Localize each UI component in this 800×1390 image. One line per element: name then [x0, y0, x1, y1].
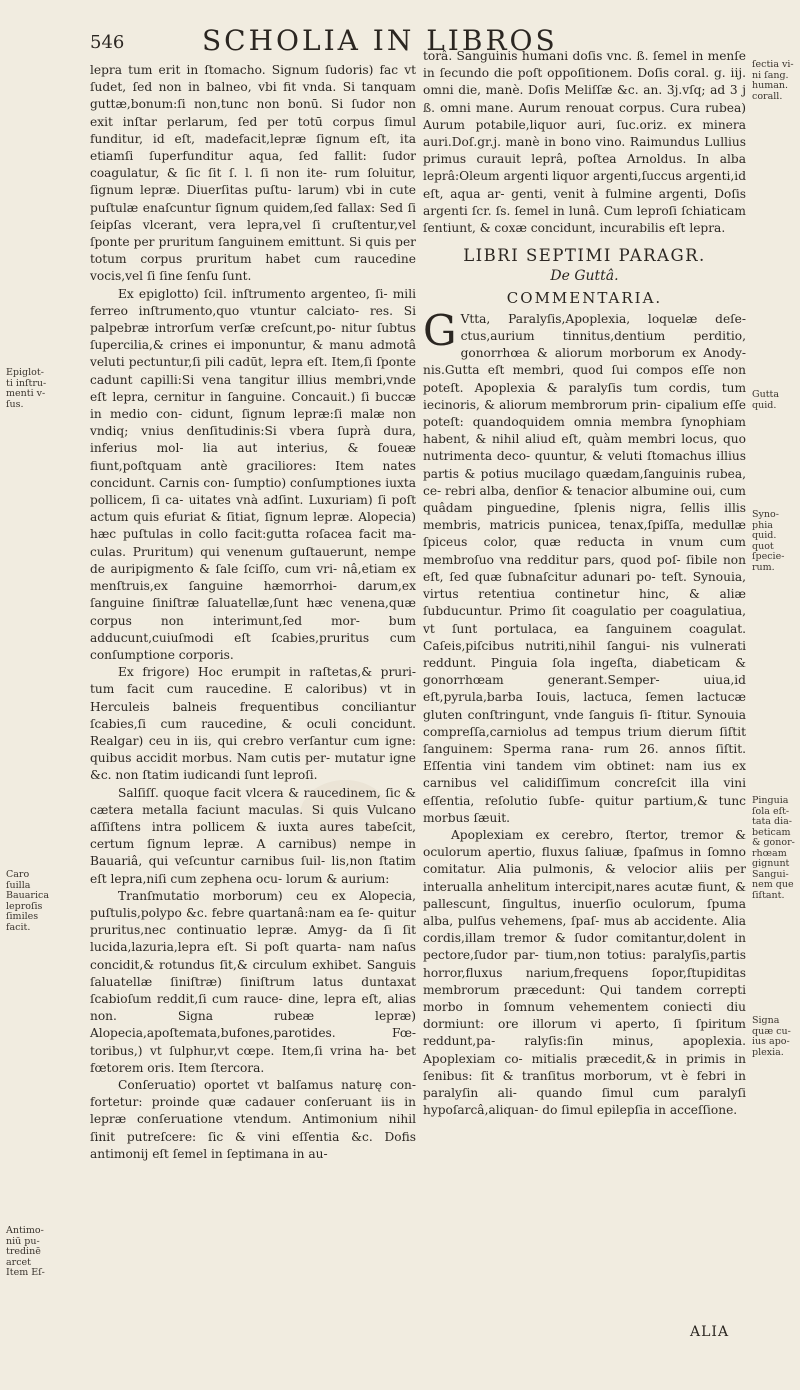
- margin-note-right: Gutta quid.: [752, 389, 780, 411]
- left-paragraph: Salſiſſ. quoque facit vlcera & raucedinem, ſic & cætera metalla faciunt maculas. Si quis Vulcano aſſiſtens intra pollicem & iuxta aures tabeſcit, certum ſignum lepræ. A carnibus) nempe in Bauariâ, qui veſcuntur carnibus ſuil- lis,non ſtatim eſt lepra,niſi cum zephena ocu- lorum & aurium:: [90, 785, 416, 886]
- left-paragraph: Ex frigore) Hoc erumpit in raſtetas,& pruri- tum facit cum raucedine. E caloribus) vt in Herculeis balneis frequentibus conciliantur ſcabies,ſi cum raucedine, & oculi concidunt. Realgar) ceu in iis, qui crebro verſantur cum igne: quibus accidit morbus. Nam cutis per- mutatur igne &c. non ſtatim iudicandi ſunt leproſi.: [90, 665, 416, 783]
- left-paragraph: Tranſmutatio morborum) ceu ex Alopecia, puſtulis,polypo &c. febre quartanâ:nam ea ſe- quitur pruritus,nec continuatio lepræ. Amyg- da ſi ſit lucida,lazuria,lepra eſt. Si poſt quarta- nam naſus concidit,& rotundus ſit,& circulum exhibet. Sanguis ſaluatellæ ſiniſtræ) ſiniſtrum latus duntaxat ſcabioſum reddit,ſi cum rauce- dine, lepra eſt, alias non. Signa rubeæ lepræ) Alopecia,apoſtemata,bufones,parotides. Fœ- toribus,) vt ſulphur,vt cœpe. Item,ſi vrina ha- bet fœtorem oris. Item ſtercora.: [90, 888, 416, 1075]
- right-paragraph-text: Vtta, Paralyſis,Apoplexia, loquelæ deſe- ctus,aurium tinnitus,dentium perditio, gonorrhœa & aliorum morborum ex Anody- nis.Gutta eſt membri, quod ſui compos eſſe non poteſt. Apoplexia & paralyſis tum cordis, tum iecinoris, & aliorum membrorum prin- cipalium eſſe poteſt: quandoquidem omnia membra ſynophiam habent, & nihil aliud eſt, quàm membri locus, quo nutrimenta deco- quuntur, & veluti ſtomachus illius partis & potius mucilago quædam,ſanguinis rubea, ce- rebri alba, denſior & tenacior albumine oui, cum quâdam pinguedine, ſplenis nigra, ſellis illis membris, matricis punicea, tenax,ſpiſſa, medullæ ſpiceus color, quæ reducta in vnum cum membroſuo vna redditur pars, quod poſ- ſibile non eſt, ſed quæ ſubnaſcitur adunari po- teſt. Synouia, virtus retentiua continetur hinc, & aliæ ſubducuntur. Primo ſit coagulatio per coagulatiua, vt ſunt portulaca, ea ſanguinem coagulat. Caſeis,piſcibus nutriti,nihil ſangui- nis vulnerati reddunt. Pinguia ſola ingeſta, diabeticam & gonorrhœam generant.Semper- uiua,id eſt,pyrula,barba Iouis, lactuca, ſemen lactucæ gluten conſtringunt, vnde ſanguis ſi- ſtitur. Synouia compreſſa,carniolus ad tempus trium dierum ſiſtit ſanguinem: Sperma rana- rum 26. annos ſiſtit. Eſſentia vini tandem vim obtinet: nam ius ex carnibus vel calidiſſimum concreſcit illa vini eſſentia, reſolutio ſubſe- quitur partium,& tunc morbus ſæuit.: [423, 311, 746, 825]
- margin-note-left: Caro ſuilla Bauarica leproſis ſimiles facit.: [6, 869, 49, 933]
- margin-note-right: Signa quæ cu- ius apo- plexia.: [752, 1015, 791, 1058]
- section-heading: COMMENTARIA.: [506, 288, 663, 307]
- margin-note-right: Syno- phia quid. quot ſpecie- rum.: [752, 509, 785, 573]
- margin-note-left: Epiglot- ti inſtru- menti v- ſus.: [6, 367, 47, 410]
- running-head: SCHOLIA IN LIBROS: [202, 24, 558, 57]
- margin-note-right: Pinguia ſola eſt- tata dia- beticam & gonor- rhœam gignunt Sangui- nem que ſiſtant.: [752, 795, 795, 901]
- section-title: LIBRI SEPTIMI PARAGR.: [463, 246, 706, 266]
- right-paragraph: [423, 305, 746, 827]
- left-column: [90, 62, 416, 1163]
- drop-cap: G: [423, 305, 457, 355]
- left-paragraph: Conſeruatio) oportet vt balſamus naturę con- fortetur: proinde quæ cadauer conſeruant iis in lepræ conſeruatione vtendum. Antimonium nihil ſinit putreſcere: ſic & vini eſſentia &c. Dofis antimonij eſt ſemel in ſeptimana in au-: [90, 1077, 416, 1161]
- page-number: 546: [90, 32, 125, 53]
- left-paragraph: lepra tum erit in ſtomacho. Signum ſudoris) fac vt ſudet, ſed non in balneo, vbi fit vnda. Si tanquam guttæ,bonum:ſi non,tunc non bonū. Si ſudor non exit inſtar perlarum, ſed per totū corpus ſimul funditur, id eſt, madefacit,lepræ ſignum eſt, ita etiamſi ſuperfunditur aqua, ſed fallit: ſudor coagulatur, & ſic ſit ſ. l. ſi non ite- rum ſoluitur, ſignum lepræ. Diuerſitas puſtu- larum) vbi in cute puſtulæ enaſcuntur ſignum quidem,ſed fallax: Sed ſi ſeipſas vlcerant, vera lepra,vel ſi cruſtentur,vel ſponte per pruritum ſanguinem emittunt. Si quis per totum corpus pruritum habet cum raucedine vocis,vel ſi ſine ſenſu ſunt.: [90, 63, 416, 284]
- right-paragraph: Apoplexiam ex cerebro, ſtertor, tremor & oculorum apertio, fluxus ſaliuæ, ſpaſmus in ſomno comitatur. Alia pulmonis, & velocior aliis per interualla anhelitum intercipit,nares acutæ fiunt, & pallescunt, ſingultus, inuerſio oculorum, ſpuma alba, pulſus vehemens, ſpaſ- mus ab accidente. Alia cordis,illam tremor & ſudor comitantur,dolent in pectore,ſudor par- tium,non totius: paralyſis,partis horror,fluxus narium,frequens ſopor,ſtupiditas membrorum præcedunt: Qui tandem correpti morbo in ſomnum vehementem coniecti diu dormiunt: ore illorum vi aperto, ſi ſpiritum reddunt,pa- ralyſis:ſin minus, apoplexia. Apoplexiam co- mitialis præcedit,& in primis in ſenibus: ſit & tranſitus morborum, vt è febri in paralyſin ali- quando ſimul cum paralyſi hypoſarcâ,aliquan- do ſimul epilepſia in acceſſione.: [423, 827, 746, 1118]
- left-paragraph: Ex epiglotto) ſcil. inſtrumento argenteo, ſi- mili ferreo inſtrumento,quo vtuntur calciato- res. Si palpebræ introrſum verſæ creſcunt,po- nitur ſubtus ſupercilia,& crines ei imponuntur, & manu admotâ veluti pectuntur,ſi pili cadūt, lepra eſt. Item,ſi ſponte cadunt capilli:Si vena tangitur illius membri,vnde eſt lepra, cernitur in ſanguine. Concauit.) ſi buccæ in medio con- cidunt, ſignum lepræ:ſi malæ non vndiq; vnius denſitudinis:Si vbera ſuprà dura, inferius mol- lia aut interius, & foueæ fiunt,poſtquam antè graciliores: Item nates concidunt. Carnis con- ſumptio) conſumptiones iuxta pollicem, ſi ca- uitates vnà adſint. Luxuriam) ſi poſt actum quis efuriat & ſitiat, ſignum lepræ. Alopecia) hæc puſtulas in collo facit:gutta roſacea facit ma- culas. Pruritum) qui venenum guſtauerunt, nempe de auripigmento & ſale ſciſſo, cum vri- nâ,etiam ex menſtruis,ex ſanguine hæmorrhoi- darum,ex ſanguine ſiniſtræ ſaluatellæ,ſunt hæc venena,quæ corpus non interimunt,ſed mor- bum adducunt,cuiuſmodi eſt ſcabies,pruritus cum conſumptione corporis.: [90, 286, 416, 662]
- section-title-block: [423, 247, 746, 307]
- margin-note-left: Antimo- niū pu- tredinē arcet Item Eſ-: [6, 1225, 45, 1278]
- right-paragraph: torâ. Sanguinis humani doſis vnc. ß. ſemel in menſe in ſecundo die poſt oppoſitionem. Doſis coral. g. iij. omni die, manè. Doſis Meliſſæ &c. an. 3j.vſq; ad 3 j ß. omni mane. Aurum renouat corpus. Cura rubea) Aurum potabile,liquor auri, ſuc.oriz. ex minera auri.Doſ.gr.j. manè in bono vino. Raimundus Lullius primus curauit leprâ, poſtea Arnoldus. In alba leprâ:Oleum argenti liquor argenti,ſuccus argenti,id eſt, aqua ar- genti, venit à fulmine argenti, Doſis argenti ſcr. ſs. ſemel in lunâ. Cum leproſi ſchiaticam ſentiunt, & coxæ concidunt, incurabilis eſt lepra.: [423, 49, 746, 236]
- margin-note-right: ſectia vi- ni ſang. human. corall.: [752, 59, 794, 102]
- section-subtitle: De Guttâ.: [550, 268, 619, 285]
- right-column: [423, 48, 746, 1119]
- catchword: ALIA: [690, 1324, 730, 1340]
